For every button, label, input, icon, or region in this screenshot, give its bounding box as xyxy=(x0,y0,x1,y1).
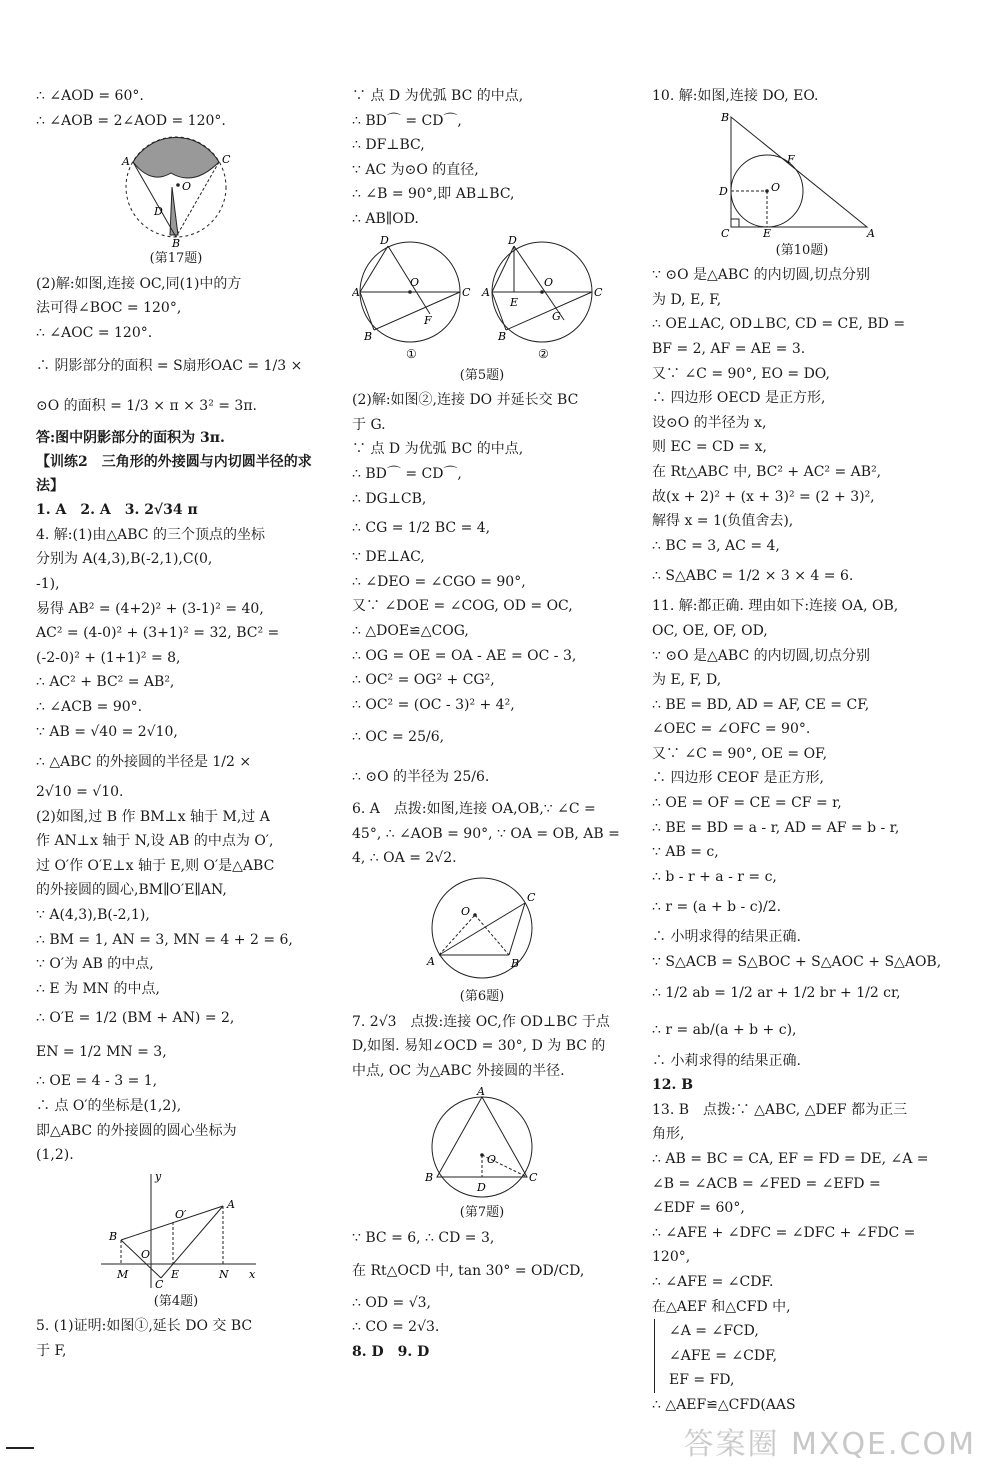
text-line: ∴ BM = 1, AN = 3, MN = 4 + 2 = 6, xyxy=(36,931,293,948)
fig5-label: F xyxy=(424,313,432,327)
text-line: AC² = (4-0)² + (3+1)² = 32, BC² = xyxy=(36,625,280,642)
text-line: 故(x + 2)² + (x + 3)² = (2 + 3)², xyxy=(652,488,875,505)
text-line: ∴ BC = 3, AC = 4, xyxy=(652,537,780,554)
text-line: 在△AEF 和△CFD 中, xyxy=(652,1298,791,1315)
text-line: ∴ DF⊥BC, xyxy=(352,137,425,154)
text-line: ∴ r = (a + b - c)/2. xyxy=(652,899,782,916)
text-line: 为 D, E, F, xyxy=(652,291,722,308)
fig5-label: A xyxy=(482,285,490,299)
text-line: ∴ ∠AOC = 120°. xyxy=(36,324,153,341)
watermark: 答案圈 MXQE.COM xyxy=(683,1427,976,1462)
figure-caption: (第5题) xyxy=(459,367,505,383)
fig5-label: D xyxy=(508,233,517,247)
text-line: ∠AFE = ∠CDF, xyxy=(654,1344,952,1369)
text-line: 解得 x = 1(负值舍去), xyxy=(652,513,794,530)
figure-4 xyxy=(91,1170,261,1290)
text-line: 45°, ∴ ∠AOB = 90°, ∵ OA = OB, AB = xyxy=(352,825,620,842)
fig6-label: A xyxy=(427,955,435,969)
fig10-label: E xyxy=(763,226,772,239)
answer-line: 1. A 2. A 3. 2√34 π xyxy=(36,502,198,519)
text-line: 易得 AB² = (4+2)² + (3-1)² = 40, xyxy=(36,600,264,617)
fig6-label: B xyxy=(511,957,520,971)
fig4-label: M xyxy=(117,1267,129,1281)
text-line: ∴ BD⌒ = CD⌒, xyxy=(352,112,462,129)
figure-7 xyxy=(417,1085,547,1201)
fig17-label: B xyxy=(172,237,181,248)
text-line: ∴ OC = 25/6, xyxy=(352,729,445,746)
text-line: ∴ ∠AOB = 2∠AOD = 120°. xyxy=(36,112,226,129)
fig7-label: B xyxy=(425,1171,434,1185)
text-line: 为 E, F, D, xyxy=(652,672,722,689)
fig5-label: O xyxy=(410,275,420,289)
text-line: 角形, xyxy=(652,1126,685,1143)
text-line: ∴ b - r + a - r = c, xyxy=(652,868,777,885)
text-line: ∴ E 为 MN 的中点, xyxy=(36,980,160,997)
text-line: ∵ AB = √40 = 2√10, xyxy=(36,723,178,740)
text-line: 7. 2√3 点拨:连接 OC,作 OD⊥BC 于点 xyxy=(352,1013,610,1030)
answer-line: 答:图中阴影部分的面积为 3π. xyxy=(36,429,225,446)
column-2 xyxy=(352,84,620,1364)
text-line: 过 O′作 O′E⊥x 轴于 E,则 O′是△ABC xyxy=(36,857,275,874)
text-line: ∴ AB = BC = CA, EF = FD = DE, ∠A = xyxy=(652,1151,929,1167)
text-line: 则 EC = CD = x, xyxy=(652,439,767,456)
fig7-label: O xyxy=(487,1153,497,1167)
figure-caption: (第7题) xyxy=(459,1205,505,1221)
fig17-label: C xyxy=(222,153,231,167)
text-line: ∵ ⊙O 是△ABC 的内切圆,切点分别 xyxy=(652,647,871,664)
page-rule xyxy=(6,1447,34,1449)
fig10-label: F xyxy=(787,152,795,166)
text-line: ∴ OE = OF = CE = CF = r, xyxy=(652,795,842,812)
fig6-label: C xyxy=(527,891,536,905)
text-line: ∴ S△ABC = 1/2 × 3 × 4 = 6. xyxy=(652,568,854,585)
text-line: ∴ ∠AFE + ∠DFC = ∠DFC + ∠FDC = xyxy=(652,1224,916,1241)
text-line: 11. 解:都正确. 理由如下:连接 OA, OB, xyxy=(652,598,899,615)
text-line: ∵ BC = 6, ∴ CD = 3, xyxy=(352,1230,495,1247)
text-line: ∴ △ABC 的外接圆的半径是 1/2 × xyxy=(36,754,252,771)
text-line: 于 F, xyxy=(36,1343,67,1359)
fig10-label: B xyxy=(721,110,730,124)
text-line: ∴ BD⌒ = CD⌒, xyxy=(352,465,462,482)
text-line: ∵ A(4,3),B(-2,1), xyxy=(36,907,150,924)
text-line: ∴ OC² = OG² + CG², xyxy=(352,672,495,689)
text-line: (2)解:如图②,连接 DO 并延长交 BC xyxy=(352,392,579,409)
text-line: ∴ 四边形 CEOF 是正方形, xyxy=(652,770,824,787)
text-line: ∠OEC = ∠OFC = 90°. xyxy=(652,721,811,738)
text-line: 中点, OC 为△ABC 外接圆的半径. xyxy=(352,1062,565,1079)
text-line: 13. B 点拨:∵ △ABC, △DEF 都为正三 xyxy=(652,1101,908,1118)
text-line: ∴ OG = OE = OA - AE = OC - 3, xyxy=(352,647,577,664)
text-line: ∴ OE = 4 - 3 = 1, xyxy=(36,1073,158,1090)
fig5-label: D xyxy=(380,233,389,247)
fig5-sub: ① xyxy=(406,346,417,361)
text-line: ∴ O′E = 1/2 (BM + AN) = 2, xyxy=(36,1010,235,1027)
text-line: ∵ 点 D 为优弧 BC 的中点, xyxy=(352,88,524,104)
text-line: ∴ 小莉求得的结果正确. xyxy=(652,1052,801,1069)
text-line: ∠A = ∠FCD, xyxy=(654,1319,952,1344)
text-line: ∴ ∠AOD = 60°. xyxy=(36,88,144,104)
text-line: 在 Rt△OCD 中, tan 30° = OD/CD, xyxy=(352,1262,585,1279)
text-line: OC, OE, OF, OD, xyxy=(652,622,768,639)
fig4-label: O xyxy=(141,1247,151,1261)
text-line: ∴ BE = BD = a - r, AD = AF = b - r, xyxy=(652,819,900,836)
text-line: 又∵ ∠C = 90°, EO = DO, xyxy=(652,365,830,382)
text-line: 4. 解:(1)由△ABC 的三个顶点的坐标 xyxy=(36,526,265,543)
text-line: -1), xyxy=(36,575,60,592)
fig10-label: O xyxy=(771,180,781,194)
fig7-label: C xyxy=(529,1171,538,1185)
text-line: ∵ AC 为⊙O 的直径, xyxy=(352,161,479,178)
text-line: ∴ DG⊥CB, xyxy=(352,490,427,507)
fig17-label: D xyxy=(154,205,163,219)
fig4-label: C xyxy=(155,1277,164,1290)
fig5-label: C xyxy=(594,285,603,299)
text-line: D,如图. 易知∠OCD = 30°, D 为 BC 的 xyxy=(352,1038,606,1055)
fig4-label: A xyxy=(227,1197,235,1211)
text-line: ∴ AC² + BC² = AB², xyxy=(36,674,175,691)
fig6-label: O xyxy=(461,905,471,919)
text-line: ∴ CG = 1/2 BC = 4, xyxy=(352,520,491,537)
fig10-label: D xyxy=(719,184,728,198)
answer-line: 12. B xyxy=(652,1077,694,1094)
text-line: ∵ 点 D 为优弧 BC 的中点, xyxy=(352,441,524,458)
text-line: ∴ 阴影部分的面积 = S扇形OAC = 1/3 × xyxy=(36,357,303,374)
text-line: ∵ O′为 AB 的中点, xyxy=(36,956,154,973)
text-line: ∴ ⊙O 的半径为 25/6. xyxy=(352,769,490,786)
text-line: 又∵ ∠DOE = ∠COG, OD = OC, xyxy=(352,598,573,615)
fig5-label: C xyxy=(462,285,471,299)
text-line: ∴ OD = √3, xyxy=(352,1294,431,1311)
fig17-label: A xyxy=(122,155,130,169)
figure-caption: (第4题) xyxy=(153,1293,199,1309)
text-line: ∴ ∠AFE = ∠CDF. xyxy=(652,1273,774,1290)
figure-6 xyxy=(417,873,547,985)
fig5-label: B xyxy=(498,329,507,343)
figure-caption: (第6题) xyxy=(459,989,505,1005)
text-line: ∴ OC² = (OC - 3)² + 4², xyxy=(352,696,515,713)
text-line: ∴ △AEF≌△CFD(AAS xyxy=(652,1396,796,1413)
text-line: 分别为 A(4,3),B(-2,1),C(0, xyxy=(36,551,213,568)
text-line: 5. (1)证明:如图①,延长 DO 交 BC xyxy=(36,1318,253,1335)
text-line: 2√10 = √10. xyxy=(36,784,124,801)
text-line: 又∵ ∠C = 90°, OE = OF, xyxy=(652,745,828,762)
fig5-label: O xyxy=(544,275,554,289)
text-line: ∴ ∠B = 90°,即 AB⊥BC, xyxy=(352,186,515,203)
column-3 xyxy=(652,84,952,1418)
text-line: EN = 1/2 MN = 3, xyxy=(36,1044,167,1061)
text-line: 作 AN⊥x 轴于 N,设 AB 的中点为 O′, xyxy=(36,833,274,850)
text-line: 10. 解:如图,连接 DO, EO. xyxy=(652,88,819,104)
text-line: ∴ 点 O′的坐标是(1,2), xyxy=(36,1098,182,1115)
fig7-label: D xyxy=(477,1181,486,1195)
text-line: (2)如图,过 B 作 BM⊥x 轴于 M,过 A xyxy=(36,808,270,825)
text-line: BF = 2, AF = AE = 3. xyxy=(652,340,806,357)
fig4-label: y xyxy=(155,1169,162,1183)
text-line: 4, ∴ OA = 2√2. xyxy=(352,850,457,867)
text-line: 在 Rt△ABC 中, BC² + AC² = AB², xyxy=(652,463,882,480)
text-line: ∴ ∠ACB = 90°. xyxy=(36,698,143,715)
text-line: (1,2). xyxy=(36,1147,74,1164)
text-line: 法可得∠BOC = 120°, xyxy=(36,300,182,317)
text-line: ∴ AB∥OD. xyxy=(352,210,419,227)
text-line: ∠B = ∠ACB = ∠FED = ∠EFD = xyxy=(652,1175,881,1192)
fig4-label: N xyxy=(219,1267,229,1281)
text-line: ∴ BE = BD, AD = AF, CE = CF, xyxy=(652,696,870,713)
fig4-label: E xyxy=(171,1267,180,1281)
text-line: ∵ S△ACB = S△BOC + S△AOC + S△AOB, xyxy=(652,954,942,971)
fig10-label: A xyxy=(867,226,875,239)
fig4-label: x xyxy=(249,1267,256,1281)
fig5-label: B xyxy=(364,329,373,343)
figure-caption: (第10题) xyxy=(775,242,829,258)
text-line: ∵ AB = c, xyxy=(652,844,719,861)
text-line: 的外接圆的圆心,BM∥O′E∥AN, xyxy=(36,882,227,899)
text-line: (-2-0)² + (1+1)² = 8, xyxy=(36,649,181,666)
figure-caption: (第17题) xyxy=(149,251,203,267)
text-line: 于 G. xyxy=(352,416,386,433)
text-line: ∵ DE⊥AC, xyxy=(352,549,425,566)
fig5-label: G xyxy=(552,309,561,323)
text-line: (2)解:如图,连接 OC,同(1)中的方 xyxy=(36,275,242,292)
fig17-label: O xyxy=(182,180,192,194)
text-line: EF = FD, xyxy=(654,1368,952,1393)
text-line: ⊙O 的面积 = 1/3 × π × 3² = 3π. xyxy=(36,397,257,414)
text-line: 6. A 点拨:如图,连接 OA,OB,∵ ∠C = xyxy=(352,801,596,818)
text-line: ∴ r = ab/(a + b + c), xyxy=(652,1021,797,1038)
answer-line: 8. D 9. D xyxy=(352,1343,430,1360)
fig4-label: O′ xyxy=(175,1207,187,1221)
figure-17 xyxy=(116,135,236,247)
text-line: ∴ 1/2 ab = 1/2 ar + 1/2 br + 1/2 cr, xyxy=(652,984,901,1001)
text-line: 120°, xyxy=(652,1249,691,1266)
text-line: ∴ CO = 2√3. xyxy=(352,1319,440,1336)
fig10-label: C xyxy=(721,226,730,239)
text-line: ∴ ∠DEO = ∠CGO = 90°, xyxy=(352,573,526,590)
column-1 xyxy=(36,84,316,1364)
figure-5 xyxy=(352,234,612,364)
text-line: 设⊙O 的半径为 x, xyxy=(652,414,767,431)
figure-10 xyxy=(717,111,887,239)
fig5-label: E xyxy=(510,295,519,309)
text-line: ∵ ⊙O 是△ABC 的内切圆,切点分别 xyxy=(652,267,871,284)
text-line: ∴ OE⊥AC, OD⊥BC, CD = CE, BD = xyxy=(652,316,906,333)
text-line: ∴ △DOE≌△COG, xyxy=(352,622,469,639)
section-heading: 【训练2 三角形的外接圆与内切圆半径的求法】 xyxy=(36,454,312,495)
text-line: 即△ABC 的外接圆的圆心坐标为 xyxy=(36,1122,237,1139)
fig4-label: B xyxy=(109,1229,118,1243)
fig5-sub: ② xyxy=(538,346,549,361)
fig7-label: A xyxy=(477,1085,485,1099)
fig5-label: A xyxy=(352,285,360,299)
text-line: ∴ 小明求得的结果正确. xyxy=(652,929,801,946)
text-line: ∠EDF = 60°, xyxy=(652,1200,745,1217)
text-line: ∴ 四边形 OECD 是正方形, xyxy=(652,390,826,407)
